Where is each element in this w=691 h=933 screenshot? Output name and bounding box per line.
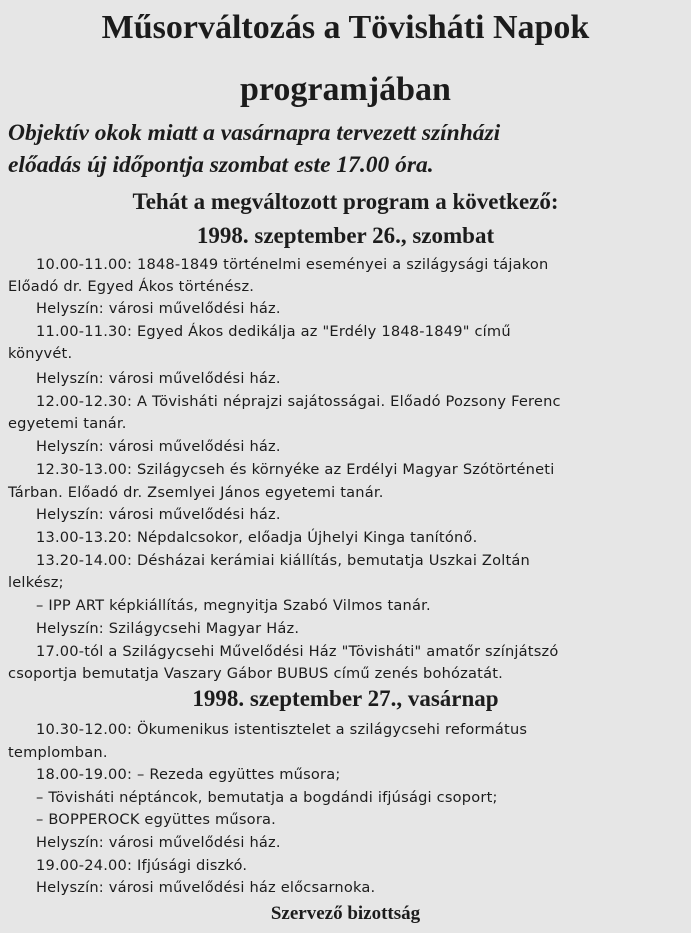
day2-heading: 1998. szeptember 27., vasárnap	[192, 686, 499, 711]
program-line: Helyszín: Szilágycsehi Magyar Ház.	[36, 620, 300, 637]
program-line: Helyszín: városi művelődési ház.	[36, 370, 281, 387]
program-line: – IPP ART képkiállítás, megnyitja Szabó Vilmos tanár.	[36, 597, 431, 614]
program-line: könyvét.	[8, 345, 73, 362]
program-line: 19.00-24.00: Ifjúsági diszkó.	[36, 857, 248, 874]
program-line: 10.00-11.00: 1848-1849 történelmi eseményei a szilágysági tájakon	[36, 256, 549, 273]
program-line: Helyszín: városi művelődési ház előcsarnoka.	[36, 879, 376, 896]
program-line: 12.30-13.00: Szilágycseh és környéke az Erdélyi Magyar Szótörténeti	[36, 461, 555, 478]
title-line-1: Műsorváltozás a Tövisháti Napok	[101, 9, 590, 46]
title-line-2: programjában	[240, 71, 451, 108]
program-line: – Tövisháti néptáncok, bemutatja a bogdándi ifjúsági csoport;	[36, 789, 498, 806]
intro-line-1: Objektív okok miatt a vasárnapra tervezett színházi	[8, 120, 501, 146]
program-line: csoportja bemutatja Vaszary Gábor BUBUS című zenés bohózatát.	[8, 665, 503, 682]
program-line: 12.00-12.30: A Tövisháti néprajzi sajátosságai. Előadó Pozsony Ferenc	[36, 393, 561, 410]
footer-signature: Szervező bizottság	[270, 903, 421, 924]
program-line: – BOPPEROCK együttes műsora.	[36, 811, 276, 828]
intro-line-2: előadás új időpontja szombat este 17.00 óra.	[8, 152, 434, 178]
program-line: Helyszín: városi művelődési ház.	[36, 506, 281, 523]
program-line: Helyszín: városi művelődési ház.	[36, 300, 281, 317]
program-line: Tárban. Előadó dr. Zsemlyei János egyetemi tanár.	[8, 484, 384, 501]
program-line: egyetemi tanár.	[8, 415, 127, 432]
program-line: 13.00-13.20: Népdalcsokor, előadja Újhelyi Kinga tanítónő.	[36, 529, 478, 546]
day1-heading: 1998. szeptember 26., szombat	[196, 223, 495, 248]
program-line: 10.30-12.00: Ökumenikus istentisztelet a szilágycsehi református	[36, 721, 528, 738]
program-line: 18.00-19.00: – Rezeda együttes műsora;	[36, 766, 341, 783]
program-line: lelkész;	[8, 574, 64, 591]
program-line: Helyszín: városi művelődési ház.	[36, 834, 281, 851]
program-line: 11.00-11.30: Egyed Ákos dedikálja az "Erdély 1848-1849" című	[36, 323, 511, 340]
program-line: templomban.	[8, 744, 108, 761]
program-line: Előadó dr. Egyed Ákos történész.	[8, 278, 255, 295]
program-line: 13.20-14.00: Désházai kerámiai kiállítás, bemutatja Uszkai Zoltán	[36, 552, 531, 569]
subheading: Tehát a megváltozott program a következő:	[132, 189, 559, 214]
program-line: 17.00-tól a Szilágycsehi Művelődési Ház "Tövisháti" amatőr színjátszó	[36, 643, 559, 660]
program-line: Helyszín: városi művelődési ház.	[36, 438, 281, 455]
